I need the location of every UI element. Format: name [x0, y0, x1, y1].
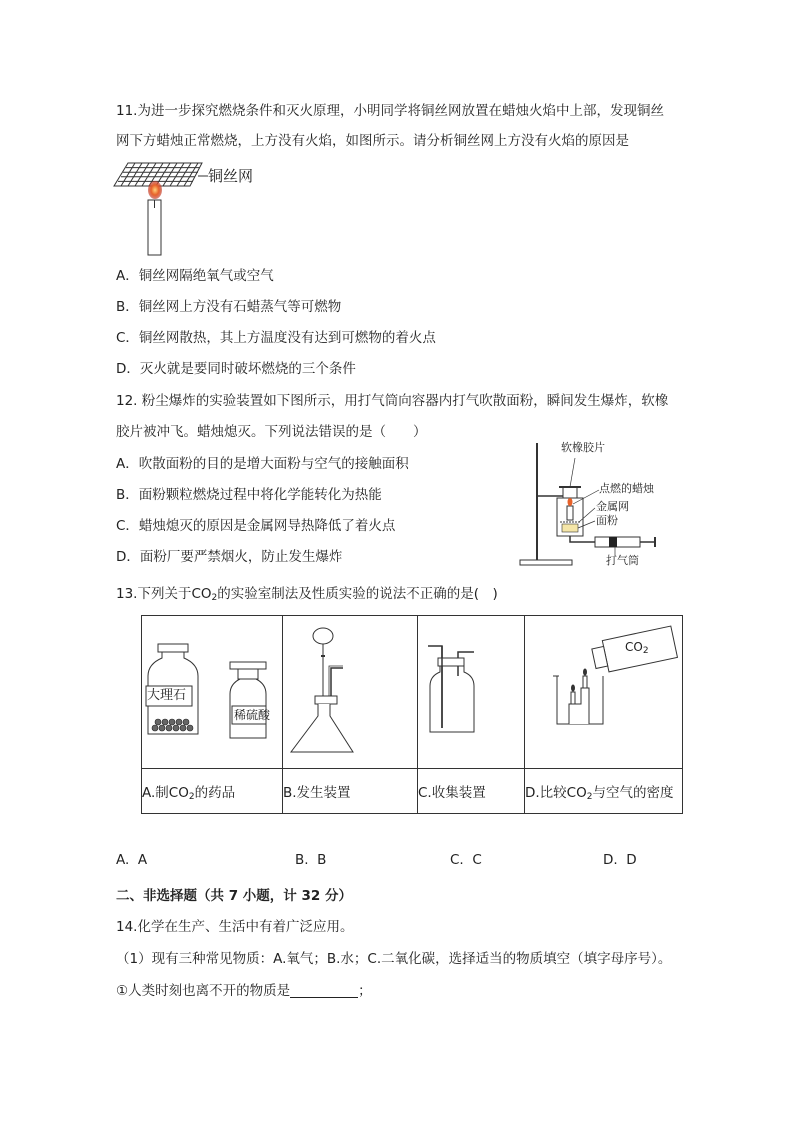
q13-caption-c: C.收集装置	[418, 769, 525, 814]
q13-cell-d-figure	[525, 616, 683, 769]
q13-cell-b-figure	[283, 616, 418, 769]
q13-answer-d: D. D	[603, 852, 637, 868]
stand-base	[520, 560, 572, 565]
q11-figure-copper-mesh	[110, 158, 290, 258]
dust-explosion-apparatus	[515, 438, 665, 570]
q11-stem-line-1: 11.为进一步探究燃烧条件和灭火原理，小明同学将铜丝网放置在蜡烛火焰中上部，发现铜丝	[116, 103, 664, 119]
q12-label-pump: 打气筒	[606, 554, 639, 567]
q13-caption-b: B.发生装置	[283, 769, 418, 814]
flour-pile	[562, 524, 578, 532]
gas-bottle	[430, 666, 474, 732]
collection-bottle-illustration	[418, 616, 525, 764]
q11-option-c: C．铜丝网散热，其上方温度没有达到可燃物的着火点	[116, 330, 436, 346]
q14-part-1: （1）现有三种常见物质：A.氧气；B.水；C.二氧化碳，选择适当的物质填空（填字母序号）。	[116, 951, 672, 967]
label-marble: 大理石	[147, 688, 187, 703]
candle-body	[148, 200, 161, 255]
q12-label-flour: 面粉	[596, 514, 618, 527]
q12-figure-dust-explosion	[515, 438, 665, 570]
q13-cell-c-figure	[418, 616, 525, 769]
q13-answer-b: B. B	[295, 852, 327, 868]
conical-flask	[291, 704, 353, 752]
q12-option-b: B．面粉颗粒燃烧过程中将化学能转化为热能	[116, 487, 382, 503]
candle-flame	[148, 181, 162, 199]
q11-stem-line-2: 网下方蜡烛正常燃烧，上方没有火焰，如图所示。请分析铜丝网上方没有火焰的原因是	[116, 133, 629, 149]
q11-option-a: A．铜丝网隔绝氧气或空气	[116, 268, 274, 284]
q12-label-candle: 点燃的蜡烛	[599, 482, 654, 495]
co2-bottle-label: $CO_2$	[625, 640, 649, 656]
q12-stem-line-1: 12. 粉尘爆炸的实验装置如下图所示，用打气筒向容器内打气吹散面粉，瞬间发生爆炸，软橡	[116, 393, 669, 409]
q14-sub-1: ①人类时刻也离不开的物质是 ；	[116, 983, 372, 999]
q12-label-rubber: 软橡胶片	[561, 441, 605, 454]
q12-option-d: D．面粉厂要严禁烟火，防止发生爆炸	[116, 549, 343, 565]
q11-option-b: B．铜丝网上方没有石蜡蒸气等可燃物	[116, 299, 342, 315]
co2-density-illustration	[525, 618, 683, 766]
q11-option-d: D．灭火就是要同时破坏燃烧的三个条件	[116, 361, 356, 377]
q13-caption-a: A.制$CO_2$的药品	[142, 769, 283, 814]
q11-figure-label: 铜丝网	[208, 167, 254, 185]
q13-stem: 13.下列关于$CO_2$的实验室制法及性质实验的说法不正确的是( )	[116, 586, 498, 603]
generator-flask-illustration	[283, 616, 418, 764]
q13-answer-c: C. C	[450, 852, 482, 868]
q13-cell-a-figure	[142, 616, 283, 769]
copper-mesh-candle-illustration	[110, 158, 290, 258]
candle-flame	[568, 498, 573, 506]
q13-options-table	[141, 615, 683, 814]
label-dilute-sulfuric-acid: 稀硫酸	[234, 708, 271, 722]
air-pump	[595, 537, 640, 547]
q13-caption-d: D.比较$CO_2$与空气的密度	[525, 769, 683, 814]
section-2-heading: 二、非选择题（共 7 小题，计 32 分）	[116, 888, 352, 904]
separatory-funnel	[313, 628, 333, 644]
answer-blank[interactable]	[290, 983, 358, 998]
q14-stem: 14.化学在生产、生活中有着广泛应用。	[116, 919, 354, 935]
q12-option-c: C．蜡烛熄灭的原因是金属网导热降低了着火点	[116, 518, 396, 534]
q12-label-mesh: 金属网	[596, 500, 629, 513]
q13-answer-a: A. A	[116, 852, 148, 868]
candle	[567, 506, 573, 520]
q12-stem-line-2: 胶片被冲飞。蜡烛熄灭。下列说法错误的是（ ）	[116, 424, 427, 440]
q12-option-a: A．吹散面粉的目的是增大面粉与空气的接触面积	[116, 456, 409, 472]
